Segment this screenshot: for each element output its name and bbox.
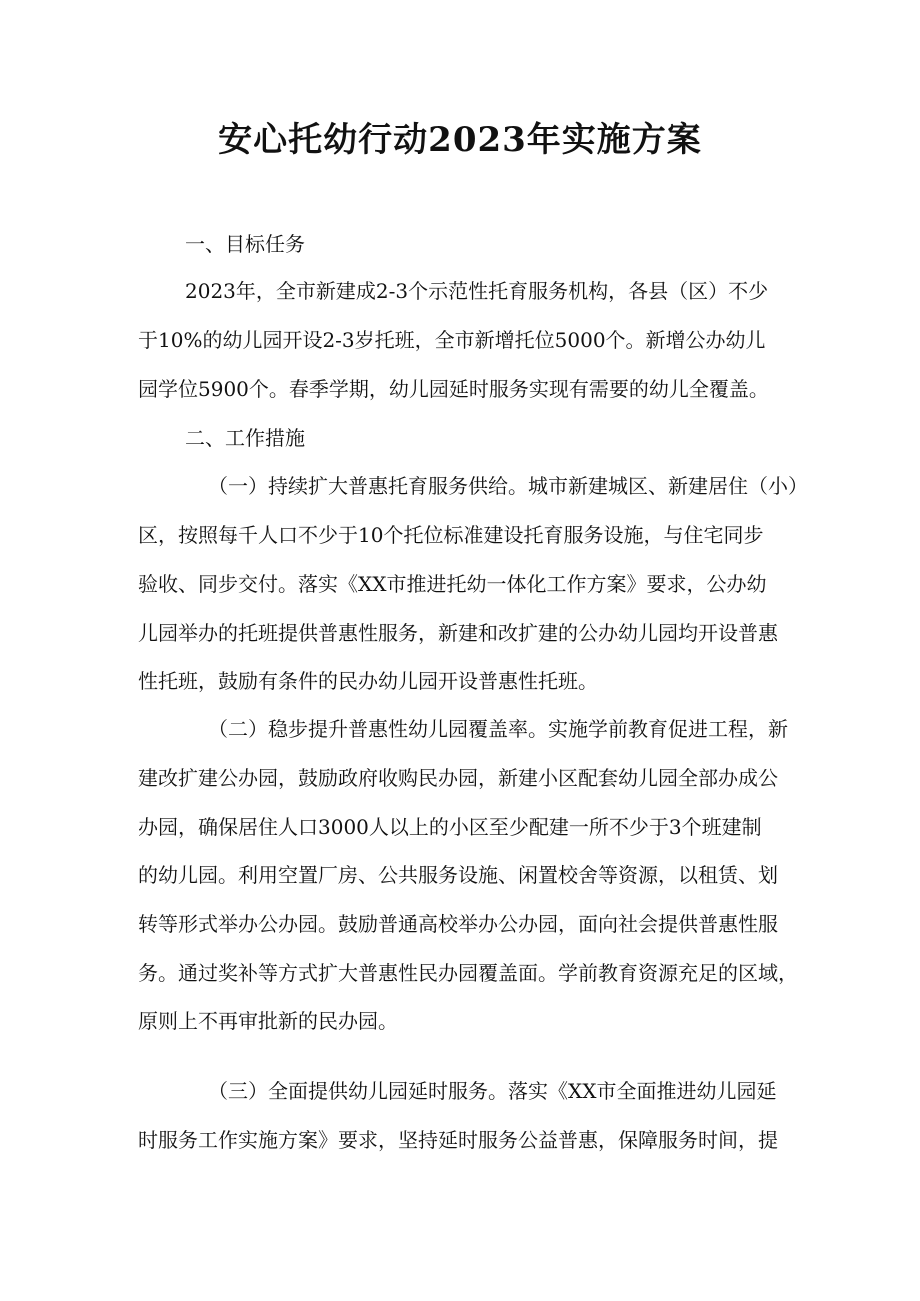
paragraph-line: 办园，确保居住人口3000人以上的小区至少配建一所不少于3个班建制 [138, 815, 762, 839]
paragraph-line: 转等形式举办公办园。鼓励普通高校举办公办园，面向社会提供普惠性服 [138, 912, 778, 936]
paragraph-line: 园学位5900个。春季学期，幼儿园延时服务实现有需要的幼儿全覆盖。 [138, 377, 769, 401]
paragraph-line: 于10%的幼儿园开设2-3岁托班，全市新增托位5000个。新增公办幼儿 [138, 328, 766, 352]
heading-measures: 二、工作措施 [185, 426, 305, 450]
paragraph-line: 时服务工作实施方案》要求，坚持延时服务公益普惠，保障服务时间，提 [138, 1128, 778, 1152]
paragraph-line: 验收、同步交付。落实《XX市推进托幼一体化工作方案》要求，公办幼 [138, 572, 767, 596]
paragraph-line: 性托班，鼓励有条件的民办幼儿园开设普惠性托班。 [138, 669, 598, 693]
paragraph-line: 原则上不再审批新的民办园。 [138, 1009, 398, 1033]
paragraph-line: 务。通过奖补等方式扩大普惠性民办园覆盖面。学前教育资源充足的区域， [138, 961, 798, 985]
paragraph-line: （一）持续扩大普惠托育服务供给。城市新建城区、新建居住（小） [208, 474, 808, 498]
paragraph-line: （三）全面提供幼儿园延时服务。落实《XX市全面推进幼儿园延 [208, 1079, 777, 1103]
paragraph-line: 的幼儿园。利用空置厂房、公共服务设施、闲置校舍等资源，以租赁、划 [138, 863, 778, 887]
paragraph-line: 2023年，全市新建成2-3个示范性托育服务机构，各县（区）不少 [185, 279, 769, 303]
paragraph-line: （二）稳步提升普惠性幼儿园覆盖率。实施学前教育促进工程，新 [208, 717, 788, 741]
heading-goals: 一、目标任务 [185, 232, 305, 256]
paragraph-line: 区，按照每千人口不少于10个托位标准建设托育服务设施，与住宅同步 [138, 523, 764, 547]
paragraph-line: 建改扩建公办园，鼓励政府收购民办园，新建小区配套幼儿园全部办成公 [138, 766, 778, 790]
paragraph-line: 儿园举办的托班提供普惠性服务，新建和改扩建的公办幼儿园均开设普惠 [138, 621, 778, 645]
document-title: 安心托幼行动2023年实施方案 [218, 120, 702, 160]
